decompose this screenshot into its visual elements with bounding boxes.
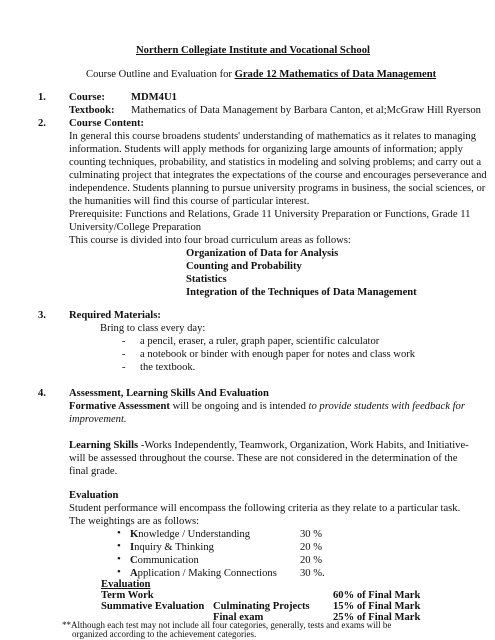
criterion-initial: I [130, 542, 135, 553]
curriculum-area: Organization of Data for Analysis [186, 248, 339, 259]
section-1-number: 1. [38, 92, 46, 103]
outline-course: Grade 12 Mathematics of Data Management [234, 69, 437, 80]
materials-intro: Bring to class every day: [100, 323, 206, 334]
learning-skills-line [69, 439, 469, 453]
term-work-pct: 60% of Final Mark [333, 590, 421, 601]
content-line: independence. Students planning to pursue university programs in business, the social sciences, or [69, 183, 486, 194]
evaluation-heading: Evaluation [69, 490, 119, 501]
course-content-heading: Course Content: [69, 118, 145, 129]
material-item: a notebook or binder with enough paper for notes and class work [140, 349, 416, 360]
criterion-label: nowledge / Understanding [138, 529, 251, 540]
criterion-initial: C [130, 555, 138, 566]
criterion-label: nquiry & Thinking [134, 542, 214, 553]
section-3-number: 3. [38, 310, 46, 321]
criterion-weight: 20 % [300, 542, 323, 553]
section-4-number: 4. [38, 388, 46, 399]
criterion-item [130, 567, 277, 581]
prerequisite-line: University/College Preparation [69, 222, 202, 233]
materials-heading: Required Materials: [69, 310, 161, 321]
evaluation-line: The weightings are as follows: [69, 516, 200, 527]
dash: - [122, 336, 126, 347]
dash: - [122, 362, 126, 373]
criterion-item [130, 554, 199, 568]
final-exam-pct: 25% of Final Mark [333, 612, 421, 623]
final-exam-label: Final exam [213, 612, 264, 623]
learning-skills-line: will be assessed throughout the course. These are not considered in the determination of the [69, 453, 458, 464]
curriculum-area: Counting and Probability [186, 261, 302, 272]
content-line: counting techniques, probability, and statistics in modeling and solving problems; and carry out a [69, 157, 482, 168]
learning-skills-label: Learning Skills [69, 440, 139, 451]
criterion-label: ommunication [137, 555, 199, 566]
material-item: a pencil, eraser, a ruler, graph paper, scientific calculator [140, 336, 380, 347]
content-line: culminating project that integrates the expectations of the course and encourages perseverance and [69, 170, 487, 181]
formative-label: Formative Assessment [69, 401, 170, 412]
criterion-label: pplication / Making Connections [137, 568, 277, 579]
curriculum-intro: This course is divided into four broad curriculum areas as follows: [69, 235, 351, 246]
culminating-pct: 15% of Final Mark [333, 601, 421, 612]
content-line: In general this course broadens students' understanding of mathematics as it relates to managing [69, 131, 477, 142]
criterion-initial: A [130, 568, 138, 579]
prerequisite-line: Prerequisite: Functions and Relations, Grade 11 University Preparation or Functions, Grade 11 [69, 209, 471, 220]
textbook-label: Textbook: [69, 105, 115, 116]
criterion-weight: 20 % [300, 555, 323, 566]
formative-text: will be ongoing and is intended [172, 401, 306, 412]
content-line: information. Students will apply methods for organizing large amounts of information; apply [69, 144, 463, 155]
dash: - [122, 349, 126, 360]
assessment-heading: Assessment, Learning Skills And Evaluation [69, 388, 269, 399]
content-line: the humanities will find this course of particular interest. [69, 196, 310, 207]
table-title: Evaluation [101, 579, 151, 590]
criterion-item [130, 541, 214, 555]
summative-label: Summative Evaluation [101, 601, 205, 612]
footnote-line: organized according to the achievement categories. [72, 629, 257, 639]
course-label: Course: [69, 92, 105, 103]
evaluation-line: Student performance will encompass the following criteria as they relate to a particular task. [69, 503, 461, 514]
culminating-label: Culminating Projects [213, 601, 310, 612]
outline-prefix: Course Outline and Evaluation for [86, 69, 232, 80]
term-work-label: Term Work [101, 590, 154, 601]
curriculum-area: Statistics [186, 274, 227, 285]
learning-skills-line: final grade. [69, 466, 118, 477]
criterion-initial: K [130, 529, 139, 540]
criterion-item [130, 528, 250, 542]
section-2-number: 2. [38, 118, 46, 129]
school-title: Northern Collegiate Institute and Vocational School [136, 45, 370, 56]
formative-italic: to provide students with feedback for [308, 401, 465, 412]
footnote-line: **Although each test may not include all four categories, generally, tests and exams will be [62, 620, 392, 630]
textbook-value: Mathematics of Data Management by Barbara Canton, et al;McGraw Hill Ryerson [131, 105, 481, 116]
formative-line [69, 400, 465, 414]
learning-skills-text: -Works Independently, Teamwork, Organization, Work Habits, and Initiative- [140, 440, 469, 451]
criterion-weight: 30 % [300, 529, 323, 540]
criterion-weight: 30 %. [300, 568, 325, 579]
material-item: the textbook. [140, 362, 196, 373]
outline-line [86, 68, 436, 82]
formative-italic-cont: improvement. [69, 414, 127, 425]
curriculum-area: Integration of the Techniques of Data Management [186, 287, 417, 298]
course-code: MDM4U1 [131, 92, 177, 103]
